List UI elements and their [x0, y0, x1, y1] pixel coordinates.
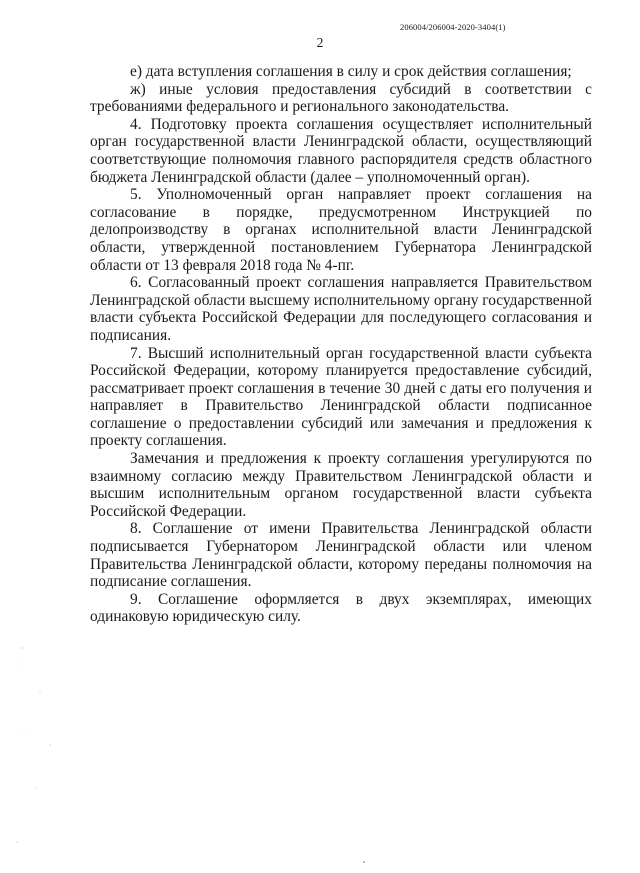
paragraph-9: 9. Соглашение оформляется в двух экземплярах, имеющих одинаковую юридическую силу. — [90, 590, 592, 626]
paragraph-5: 5. Уполномоченный орган направляет проект соглашения на согласование в порядке, предусмотренном Инструкцией по делопроизводству в органах исполнительной власти Ленинградской области, утвержденной постановлением Губернатора Ленинградской области от 13 февраля 2018 года № 4-пг. — [90, 186, 592, 274]
document-body — [90, 63, 592, 626]
paragraph-8: 8. Соглашение от имени Правительства Ленинградской области подписывается Губернатором Ленинградской области или членом Правительства Ленинградской области, которому переданы полномочия на подписание соглашения. — [90, 520, 592, 591]
paragraph-7-remarks: Замечания и предложения к проекту соглашения урегулируются по взаимному согласию между Правительством Ленинградской области и высшим исполнительным органом государственной власти субъекта Российской Федерации. — [90, 450, 592, 520]
paragraph-item-e: е) дата вступления соглашения в силу и срок действия соглашения; — [130, 63, 572, 80]
paragraph-7: 7. Высший исполнительный орган государственной власти субъекта Российской Федерации, которому планируется предоставление субсидий, рассматривает проект соглашения в течение 30 дней с даты его получения и направляет в Правительство Ленинградской области подписанное соглашение о предоставлении субсидий или замечания и предложения к проекту соглашения. — [90, 344, 592, 450]
paragraph-4: 4. Подготовку проекта соглашения осуществляет исполнительный орган государственной власти Ленинградской области, осуществляющий соответствующие полномочия главного распорядителя средств областного бюджета Ленинградской области (далее – уполномоченный орган). — [90, 115, 592, 186]
document-id: 206004/206004-2020-3404(1) — [400, 22, 506, 32]
paragraph-item-zh: ж) иные условия предоставления субсидий в соответствии с требованиями федерального и регионального законодательства. — [90, 80, 592, 116]
page-number: 2 — [316, 35, 324, 50]
paragraph-6: 6. Согласованный проект соглашения направляется Правительством Ленинградской области высшему исполнительному органу государственной власти субъекта Российской Федерации для последующего согласования и подписания. — [90, 274, 592, 344]
